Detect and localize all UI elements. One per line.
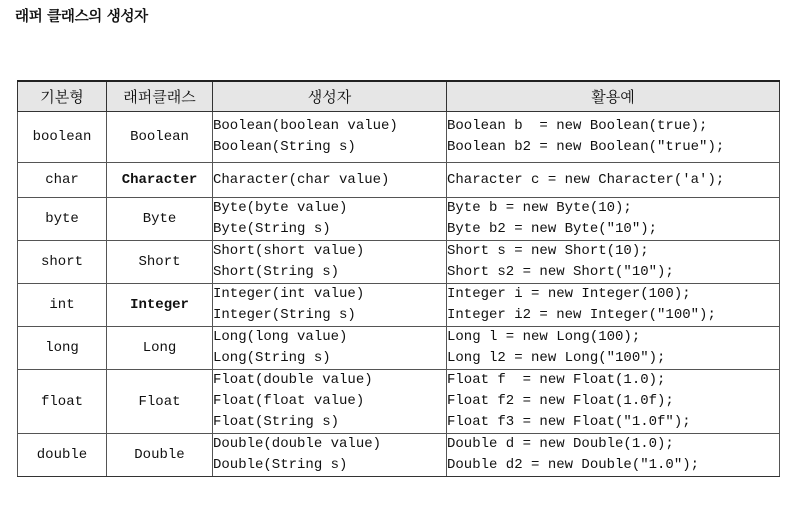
table-row bbox=[18, 198, 780, 241]
example-line: Integer i2 = new Integer("100"); bbox=[447, 307, 716, 323]
constructor-line: Byte(byte value) bbox=[213, 200, 348, 216]
wrapper-class-cell: Character bbox=[107, 163, 213, 198]
example-line: Byte b2 = new Byte("10"); bbox=[447, 221, 658, 237]
example-line: Float f = new Float(1.0); bbox=[447, 372, 666, 388]
example-cell bbox=[447, 112, 780, 163]
header-constructor: 생성자 bbox=[213, 81, 447, 112]
primitive-type-cell: double bbox=[18, 434, 107, 477]
constructor-line: Double(double value) bbox=[213, 436, 382, 452]
header-wrapper: 래퍼클래스 bbox=[107, 81, 213, 112]
wrapper-class-table bbox=[17, 80, 780, 477]
example-line: Float f3 = new Float("1.0f"); bbox=[447, 414, 691, 430]
example-cell bbox=[447, 163, 780, 198]
page-title: 래퍼 클래스의 생성자 bbox=[15, 9, 148, 25]
primitive-type-cell: long bbox=[18, 327, 107, 370]
table-row bbox=[18, 241, 780, 284]
table-row bbox=[18, 112, 780, 163]
wrapper-class-cell: Short bbox=[107, 241, 213, 284]
example-line: Boolean b2 = new Boolean("true"); bbox=[447, 139, 725, 155]
table-row bbox=[18, 434, 780, 477]
table-row bbox=[18, 163, 780, 198]
constructor-line: Byte(String s) bbox=[213, 221, 331, 237]
example-line: Byte b = new Byte(10); bbox=[447, 200, 632, 216]
constructor-cell bbox=[213, 241, 447, 284]
wrapper-class-cell: Double bbox=[107, 434, 213, 477]
example-line: Boolean b = new Boolean(true); bbox=[447, 118, 708, 134]
header-primitive: 기본형 bbox=[18, 81, 107, 112]
constructor-cell bbox=[213, 163, 447, 198]
example-line: Short s = new Short(10); bbox=[447, 243, 649, 259]
constructor-cell bbox=[213, 434, 447, 477]
primitive-type-cell: int bbox=[18, 284, 107, 327]
primitive-type-cell: byte bbox=[18, 198, 107, 241]
example-cell bbox=[447, 284, 780, 327]
constructor-line: Long(long value) bbox=[213, 329, 348, 345]
table-row bbox=[18, 284, 780, 327]
primitive-type-cell: float bbox=[18, 370, 107, 434]
example-line: Long l2 = new Long("100"); bbox=[447, 350, 666, 366]
wrapper-class-cell: Long bbox=[107, 327, 213, 370]
constructor-line: Float(String s) bbox=[213, 414, 340, 430]
table-row bbox=[18, 370, 780, 434]
example-line: Character c = new Character('a'); bbox=[447, 171, 725, 188]
example-line: Long l = new Long(100); bbox=[447, 329, 641, 345]
constructor-line: Character(char value) bbox=[213, 171, 390, 188]
constructor-line: Short(String s) bbox=[213, 264, 340, 280]
example-line: Integer i = new Integer(100); bbox=[447, 286, 691, 302]
wrapper-class-cell: Boolean bbox=[107, 112, 213, 163]
constructor-cell bbox=[213, 370, 447, 434]
example-cell bbox=[447, 198, 780, 241]
table-header-row bbox=[18, 81, 780, 112]
constructor-cell bbox=[213, 284, 447, 327]
example-line: Double d2 = new Double("1.0"); bbox=[447, 457, 700, 473]
header-example: 활용예 bbox=[447, 81, 780, 112]
constructor-cell bbox=[213, 112, 447, 163]
example-line: Float f2 = new Float(1.0f); bbox=[447, 393, 674, 409]
constructor-line: Double(String s) bbox=[213, 457, 348, 473]
example-cell bbox=[447, 370, 780, 434]
constructor-line: Boolean(String s) bbox=[213, 139, 356, 155]
constructor-line: Float(float value) bbox=[213, 393, 365, 409]
example-cell bbox=[447, 434, 780, 477]
constructor-cell bbox=[213, 327, 447, 370]
constructor-line: Short(short value) bbox=[213, 243, 365, 259]
wrapper-class-cell: Float bbox=[107, 370, 213, 434]
example-line: Double d = new Double(1.0); bbox=[447, 436, 674, 452]
table-row bbox=[18, 327, 780, 370]
constructor-line: Boolean(boolean value) bbox=[213, 118, 398, 134]
constructor-line: Integer(String s) bbox=[213, 307, 356, 323]
example-cell bbox=[447, 241, 780, 284]
example-line: Short s2 = new Short("10"); bbox=[447, 264, 674, 280]
constructor-cell bbox=[213, 198, 447, 241]
primitive-type-cell: char bbox=[18, 163, 107, 198]
constructor-line: Long(String s) bbox=[213, 350, 331, 366]
example-cell bbox=[447, 327, 780, 370]
constructor-line: Integer(int value) bbox=[213, 286, 365, 302]
wrapper-class-cell: Integer bbox=[107, 284, 213, 327]
wrapper-class-cell: Byte bbox=[107, 198, 213, 241]
primitive-type-cell: boolean bbox=[18, 112, 107, 163]
constructor-line: Float(double value) bbox=[213, 372, 373, 388]
primitive-type-cell: short bbox=[18, 241, 107, 284]
